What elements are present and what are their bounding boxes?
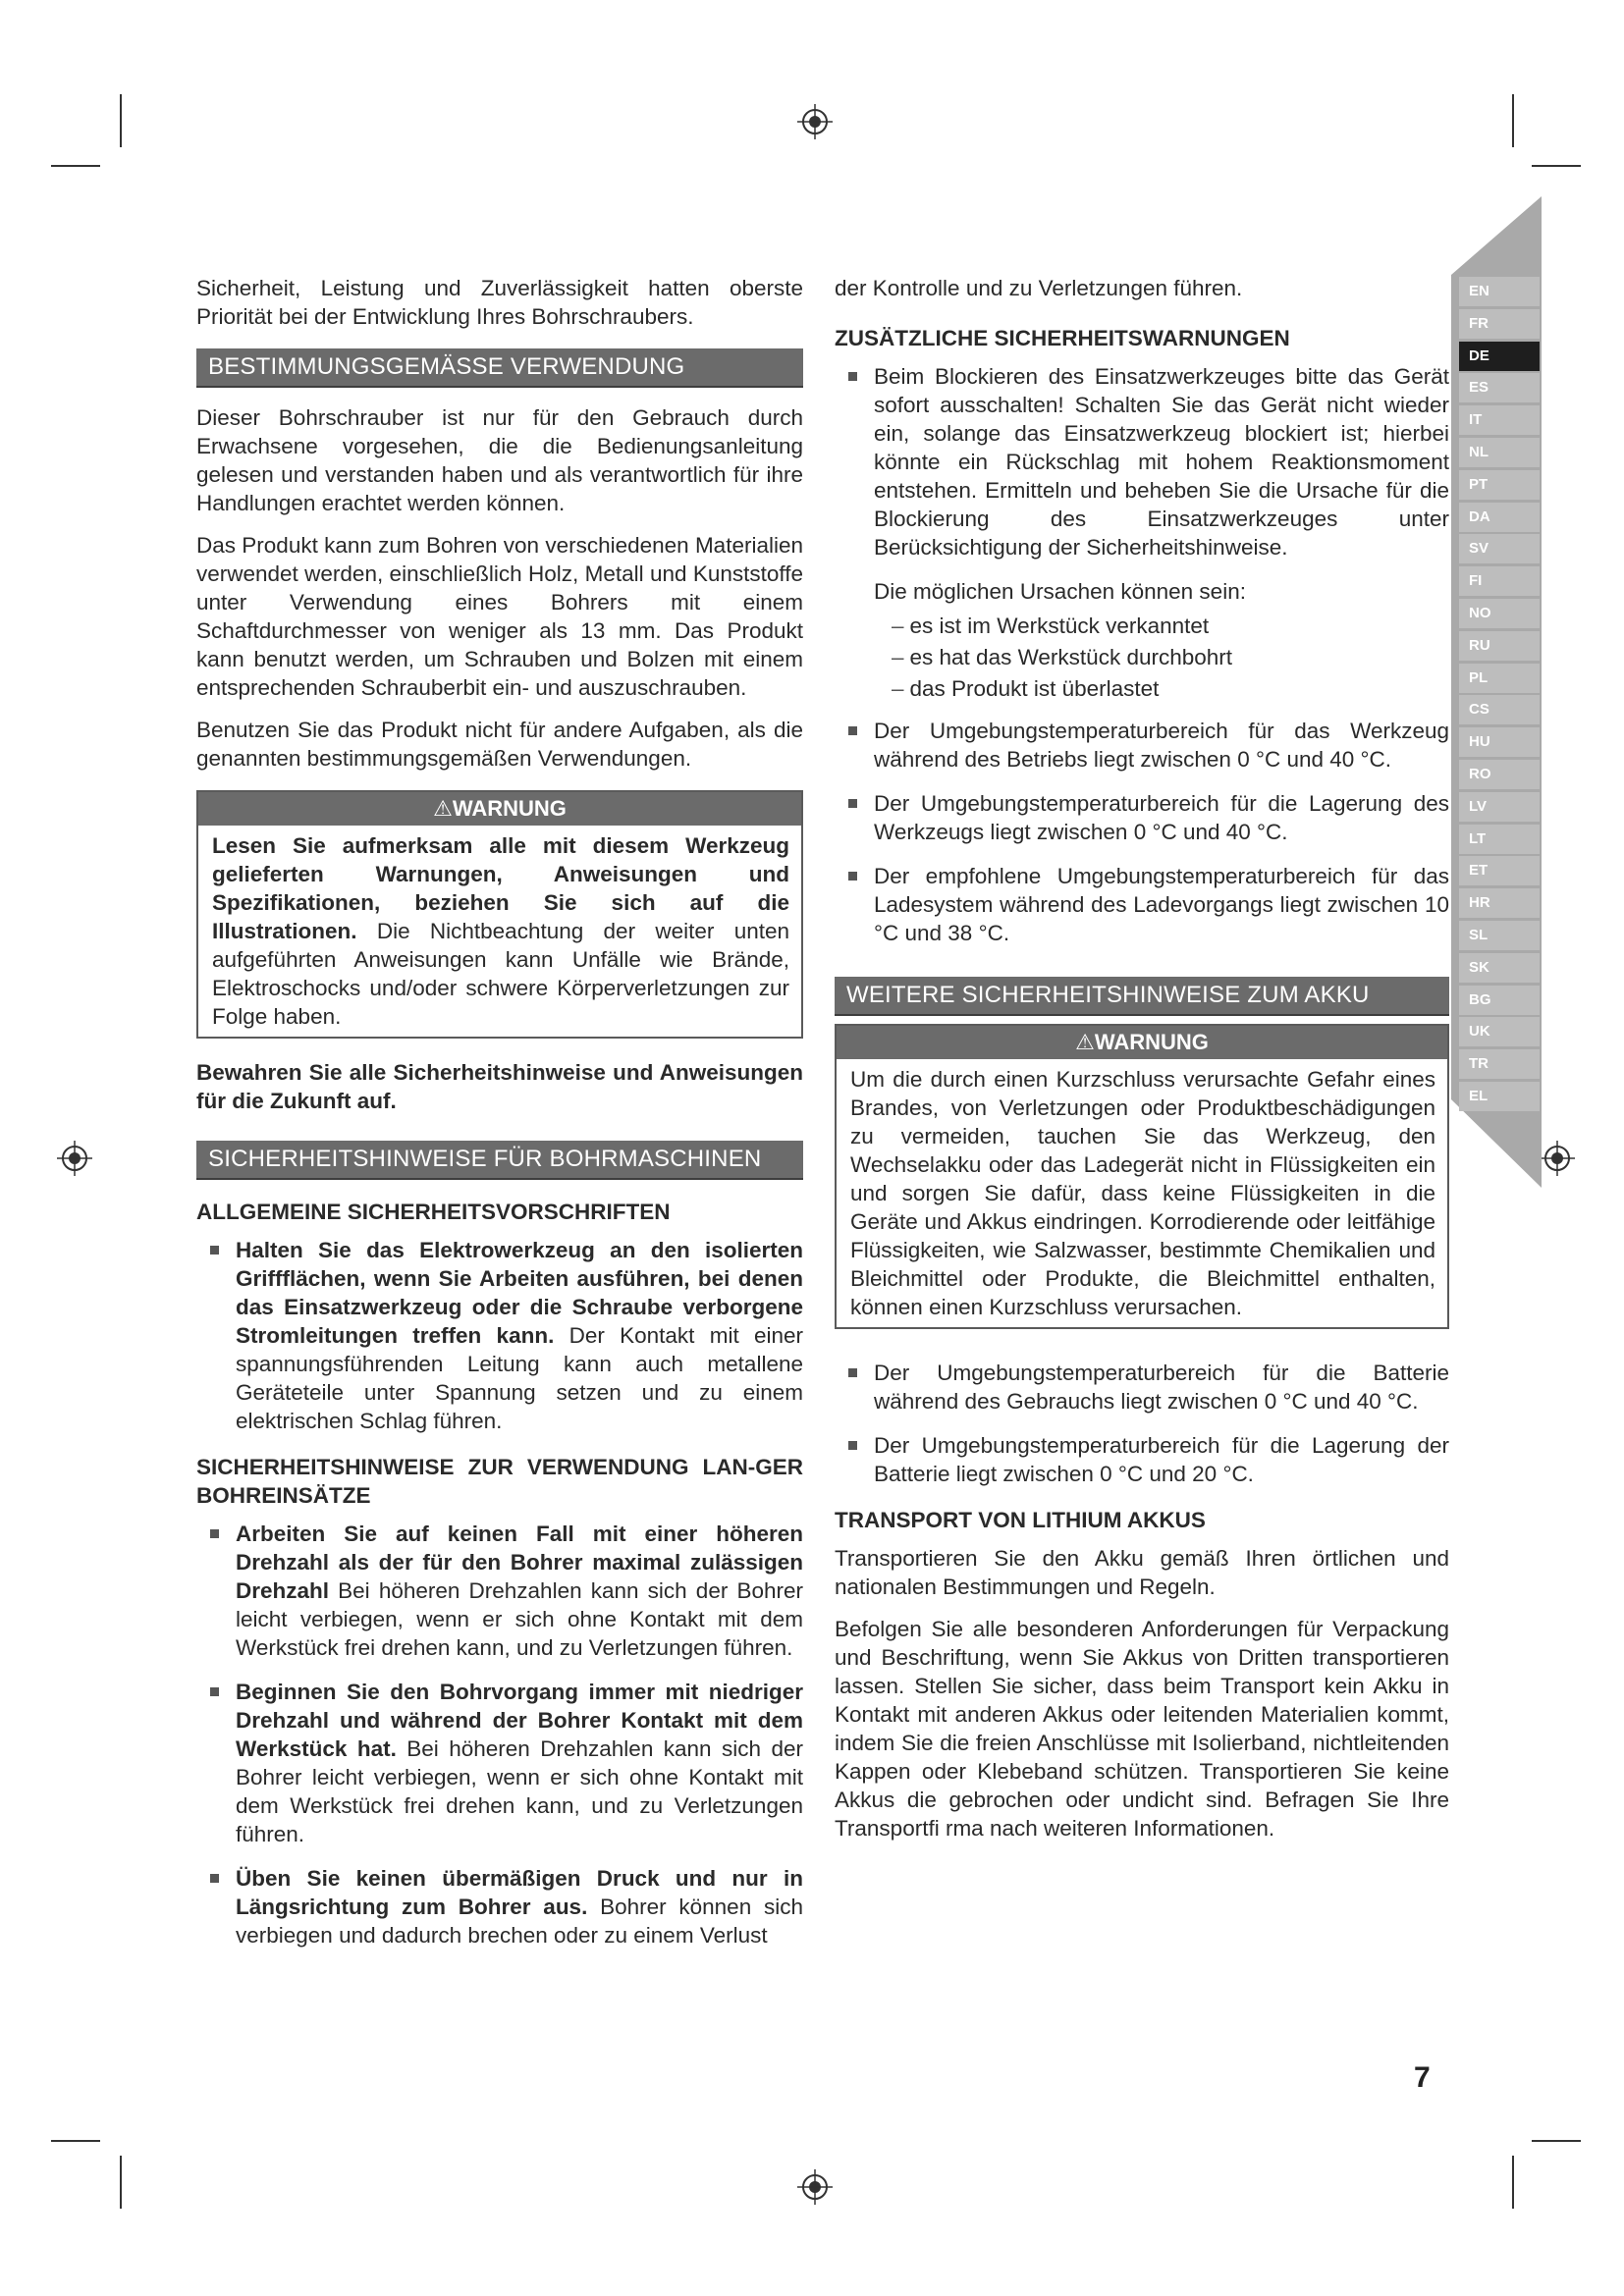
tab-da[interactable]: DA (1459, 503, 1540, 532)
list-item: Halten Sie das Elektrowerkzeug an den isolierten Griffflächen, wenn Sie Arbeiten ausführen, bei denen das Einsatzwerkzeug oder die Schraube verborgene Stromleitungen treffen kann. Der Kontakt mit einer spannungsführenden Leitung kann auch metallene Geräteteile unter Spannung setzen und zu einem elektrischen Schlag führen. (196, 1236, 803, 1435)
tab-sk[interactable]: SK (1459, 953, 1540, 983)
list-item: Der Umgebungstemperaturbereich für die Lagerung der Batterie liegt zwischen 0 °C und 20 °C. (835, 1431, 1449, 1488)
subheading-additional-warnings: ZUSÄTZLICHE SICHERHEITSWARNUNGEN (835, 326, 1290, 350)
intended-use-paragraph: Das Produkt kann zum Bohren von verschiedenen Materialien verwendet werden, einschließlich Holz, Metall und Kunststoffe unter Verwendung eines Bohrers mit einem Schaftdurchmesser von weniger als 13 mm. Das Produkt kann benutzt werden, um Schrauben und Bolzen mit einem entsprechenden Schrauberbit ein- und auszuschrauben. (196, 533, 803, 700)
transport-paragraph: Befolgen Sie alle besonderen Anforderungen für Verpackung und Beschriftung, wenn Sie Akkus von Dritten transportieren lassen. Stellen Sie sicher, dass beim Transport kein Akku in Kontakt mit anderen Akkus oder leitenden Materialien kommt, indem Sie die freien Anschlüsse mit Isolierband, nichtleitenden Kappen oder Klebeband schützen. Transportieren Sie keine Akkus die gebrochen oder undicht sind. Befragen Sie Ihre Transportfi rma nach weiteren Informationen. (835, 1617, 1449, 1841)
crop-mark (120, 94, 122, 147)
subheading-transport: TRANSPORT VON LITHIUM AKKUS (835, 1508, 1206, 1532)
intro-text: Sicherheit, Leistung und Zuverlässigkeit hatten oberste Priorität bei der Entwicklung Ihres Bohrschraubers. (196, 276, 803, 329)
crop-mark (51, 2140, 100, 2142)
tab-lv[interactable]: LV (1459, 792, 1540, 822)
tab-hr[interactable]: HR (1459, 888, 1540, 918)
tab-fi[interactable]: FI (1459, 566, 1540, 596)
intended-use-paragraph: Dieser Bohrschrauber ist nur für den Gebrauch durch Erwachsene vorgesehen, die die Bedienungsanleitung gelesen und verstanden haben und als verantwortlich für ihre Handlungen erachtet werden können. (196, 405, 803, 515)
crop-mark (1532, 165, 1581, 167)
warning-header (198, 792, 801, 826)
warning-text: Die Nichtbeachtung der weiter unten aufgeführten Anweisungen kann Unfälle wie Brände, Elektroschocks und/oder schwere Körperverletzungen zur Folge haben. (212, 919, 789, 1029)
crop-mark (1532, 2140, 1581, 2142)
registration-mark-icon (795, 2167, 835, 2207)
tab-nl[interactable]: NL (1459, 438, 1540, 467)
left-column (196, 270, 803, 1965)
registration-mark-icon (795, 102, 835, 141)
continued-text: der Kontrolle und zu Verletzungen führen. (835, 276, 1243, 300)
warning-label: WARNUNG (1094, 1030, 1209, 1054)
tab-ro[interactable]: RO (1459, 760, 1540, 789)
crop-mark (1512, 94, 1514, 147)
list-item: Der empfohlene Umgebungstemperaturbereich für das Ladesystem während des Ladevorgangs liegt zwischen 10 °C und 38 °C. (835, 862, 1449, 947)
tab-el[interactable]: EL (1459, 1082, 1540, 1111)
list-item: Beim Blockieren des Einsatzwerkzeuges bitte das Gerät sofort ausschalten! Schalten Sie das Gerät nicht wieder ein, solange das Einsatzwerkzeug blockiert ist; hierbei könnte ein Rückschlag mit hohem Reaktionsmoment entstehen. Ermitteln und beheben Sie die Ursache für die Blockierung des Einsatzwerkzeuges unter Berücksichtigung der Sicherheitshinweise. (835, 362, 1449, 561)
tab-ru[interactable]: RU (1459, 631, 1540, 661)
warning-text: Um die durch einen Kurzschluss verursachte Gefahr eines Brandes, von Verletzungen oder Produktbeschädigungen zu vermeiden, tauchen Sie das Werkzeug, den Wechselakku oder das Ladegerät nicht in Flüssigkeiten ein und sorgen Sie dafür, dass keine Flüssigkeiten in die Geräte und Akkus eindringen. Korrodierende oder leitfähige Flüssigkeiten, wie Salzwasser, bestimmte Chemikalien und Bleichmittel oder Produkte, die Bleichmittel enthalten, können einen Kurzschluss verursachen. (850, 1067, 1435, 1319)
warning-header (837, 1026, 1447, 1059)
tab-de[interactable]: DE (1459, 342, 1540, 371)
warning-box (835, 1024, 1449, 1329)
list-item: – das Produkt ist überlastet (892, 676, 1160, 701)
warning-bold-text: Lesen Sie aufmerksam alle mit diesem Werkzeug gelieferten Warnungen, Anweisungen und Spezifikationen, beziehen Sie sich auf die Illustrationen. (212, 833, 789, 943)
keep-instructions: Bewahren Sie alle Sicherheitshinweise und Anweisungen für die Zukunft auf. (196, 1060, 803, 1113)
language-tabs (1459, 277, 1540, 1114)
tab-et[interactable]: ET (1459, 856, 1540, 885)
tab-cs[interactable]: CS (1459, 695, 1540, 724)
list-item: Üben Sie keinen übermäßigen Druck und nur in Längsrichtung zum Bohrer aus. Bohrer können sich verbiegen und dadurch brechen oder zu einem Verlust (196, 1864, 803, 1949)
causes-list (892, 612, 1449, 703)
tab-pt[interactable]: PT (1459, 470, 1540, 500)
tab-sl[interactable]: SL (1459, 921, 1540, 950)
tab-fr[interactable]: FR (1459, 309, 1540, 339)
tab-pl[interactable]: PL (1459, 664, 1540, 693)
causes-intro: Die möglichen Ursachen können sein: (874, 579, 1246, 604)
tab-sv[interactable]: SV (1459, 534, 1540, 563)
tab-no[interactable]: NO (1459, 599, 1540, 628)
warning-icon: ⚠ (433, 796, 453, 821)
subheading-long-bits: SICHERHEITSHINWEISE ZUR VERWENDUNG LAN-GER BOHREINSÄTZE (196, 1455, 803, 1508)
section-title-battery-safety: WEITERE SICHERHEITSHINWEISE ZUM AKKU (835, 977, 1449, 1016)
tab-hu[interactable]: HU (1459, 727, 1540, 757)
warning-icon: ⚠ (1075, 1030, 1095, 1054)
tab-lt[interactable]: LT (1459, 825, 1540, 854)
list-item: Beginnen Sie den Bohrvorgang immer mit niedriger Drehzahl und während der Bohrer Kontakt mit dem Werkstück hat. Bei höheren Drehzahlen kann sich der Bohrer leicht verbiegen, wenn er sich ohne Kontakt mit dem Werkstück frei drehen kann, und zu Verletzungen führen. (196, 1678, 803, 1848)
warning-box (196, 790, 803, 1039)
section-title-drill-safety: SICHERHEITSHINWEISE FÜR BOHRMASCHINEN (196, 1141, 803, 1180)
tab-es[interactable]: ES (1459, 373, 1540, 402)
right-column (835, 270, 1449, 1856)
list-item: Der Umgebungstemperaturbereich für das Werkzeug während des Betriebs liegt zwischen 0 °C und 40 °C. (835, 717, 1449, 774)
list-item: – es ist im Werkstück verkanntet (892, 614, 1210, 638)
list-item: – es hat das Werkstück durchbohrt (892, 645, 1233, 669)
page-number: 7 (1414, 2061, 1431, 2094)
list-item: Der Umgebungstemperaturbereich für die Lagerung des Werkzeugs liegt zwischen 0 °C und 40 °C. (835, 789, 1449, 846)
warning-label: WARNUNG (452, 796, 567, 821)
tab-tr[interactable]: TR (1459, 1049, 1540, 1079)
crop-mark (1512, 2156, 1514, 2209)
list-item: Arbeiten Sie auf keinen Fall mit einer höheren Drehzahl als der für den Bohrer maximal zulässigen Drehzahl Bei höheren Drehzahlen kann sich der Bohrer leicht verbiegen, wenn er sich ohne Kontakt mit dem Werkstück frei drehen kann, und zu Verletzungen führen. (196, 1520, 803, 1662)
crop-mark (120, 2156, 122, 2209)
transport-paragraph: Transportieren Sie den Akku gemäß Ihren örtlichen und nationalen Bestimmungen und Regeln. (835, 1546, 1449, 1599)
list-item: Der Umgebungstemperaturbereich für die Batterie während des Gebrauchs liegt zwischen 0 °C und 40 °C. (835, 1359, 1449, 1415)
crop-mark (51, 165, 100, 167)
tab-bg[interactable]: BG (1459, 986, 1540, 1015)
tab-it[interactable]: IT (1459, 405, 1540, 435)
tab-uk[interactable]: UK (1459, 1017, 1540, 1046)
registration-mark-icon (55, 1139, 94, 1178)
tab-en[interactable]: EN (1459, 277, 1540, 306)
section-title-intended-use: BESTIMMUNGSGEMÄSSE VERWENDUNG (196, 348, 803, 388)
intended-use-paragraph: Benutzen Sie das Produkt nicht für andere Aufgaben, als die genannten bestimmungsgemäßen Verwendungen. (196, 718, 803, 771)
subheading-general-safety: ALLGEMEINE SICHERHEITSVORSCHRIFTEN (196, 1200, 671, 1224)
